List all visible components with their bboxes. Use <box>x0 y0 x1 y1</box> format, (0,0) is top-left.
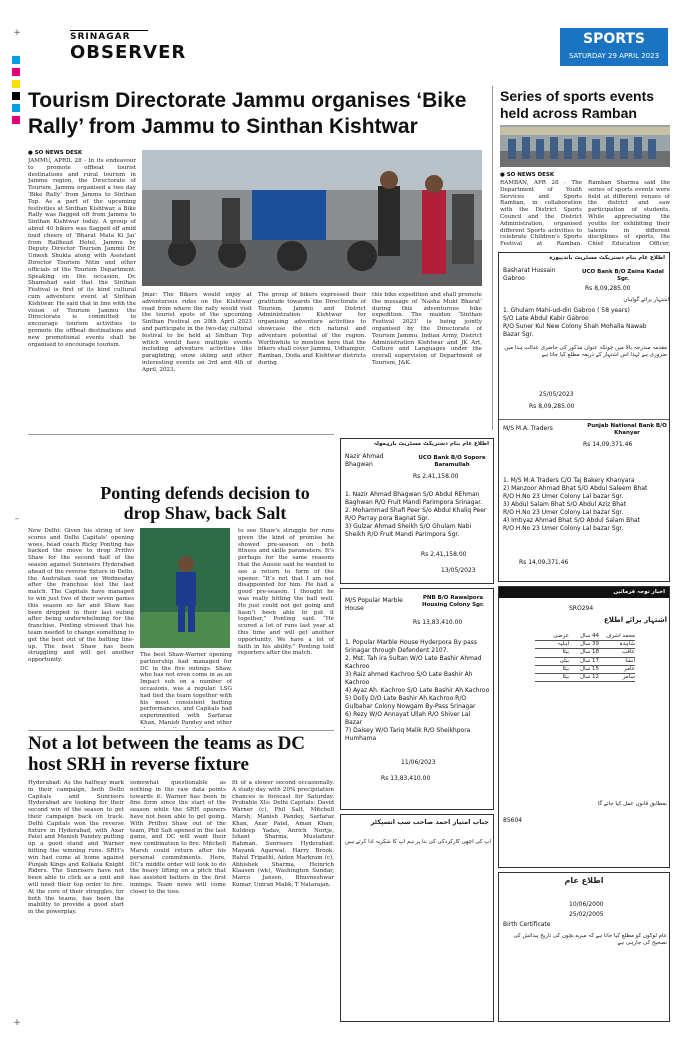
ad1-amount-2: Rs 8,09,285.00 <box>529 403 575 410</box>
byline-bullet-icon: ● <box>500 172 507 178</box>
story3-headline: Not a lot between the teams as DC host SRH in reverse fixture <box>28 733 306 775</box>
ad5-age: 12 سال <box>579 674 599 681</box>
ad1-bank: UCO Bank B/O Zaina Kadal Sgr. <box>582 269 664 282</box>
ad4-petitioner: M/S Popular Marble House <box>345 597 403 612</box>
story1-byline-text: SO NEWS DESK <box>34 150 83 156</box>
ad2-line: Sheikh R/O Fruit Mandi Parimpora Sgr. <box>345 531 460 538</box>
ad4-line: 7) Daisey W/O Tariq Malik R/O Sheikhpora <box>345 727 471 734</box>
ad1-line: R/O Suner Kul New Colony Shah Mohalla Nawab <box>503 323 647 330</box>
ad5-rel: بیٹا <box>562 665 569 672</box>
ad2-header: اطلاع عام بنام دستریکٹ مسٹریٹ بارہمولہ <box>373 441 489 447</box>
ad5-rel: بیٹی <box>559 657 569 664</box>
ad7-body: آپ کی اچھی کارکردگی کی بنا پر ہم آپ کا شکریہ ادا کرتے ہیں <box>345 839 491 845</box>
ad5-age: 44 سال <box>579 633 599 639</box>
ad5-name: انشا <box>625 657 635 664</box>
story-right-col2: Ramban Sharma said the series of sports events were held at different venues of the district and saw participation of students. While appreciating the youths for exhibiting their talents in different disciplines of sports, the Chief Education Officer, <box>588 180 670 248</box>
ad1-line: 1. Ghulam Mahi-ud-din Gabroo ( 58 years) <box>503 307 630 314</box>
ad5-row <box>535 641 635 649</box>
ad1-petitioner: Basharat Hussain Gabroo <box>503 267 556 282</box>
ad2-line: R/O Parray pora Bagnat Sgr. <box>345 515 430 522</box>
color-bar <box>12 56 20 128</box>
ad5-ref: SRO294 <box>569 605 594 612</box>
reg-mark-top: + <box>13 28 21 38</box>
ad3-line: R/O H.No 23 Umer Colony Lal bazar Sgr. <box>503 509 624 516</box>
section-tab <box>560 28 668 66</box>
ad3-line: R/O H.No 23 Umer Colony Lal bazar Sgr. <box>503 525 624 532</box>
ad6-date-2: 25/02/2005 <box>569 911 604 918</box>
ad3-line: 4) Imtiyaz Ahmad Bhat S/O Abdul Salam Bhat <box>503 517 641 524</box>
court-notice-ad-4 <box>340 588 494 810</box>
ad5-header-text: اخبار توجہ فرمائیں <box>613 589 665 595</box>
ad4-line: Bazar <box>345 719 363 726</box>
color-swatch-cyan <box>12 56 20 64</box>
story1-photo-caption: Jmar: The Bikers would enjoy at adventurous rides on the Kishtwar road from where the rally would visit the tourist spots of the upcoming Sinthan Festival on 29th April 2023 and participate in the two-day cultural festival to be held at Sinthan Top which would have multiple events including adventure activities like paragliding, snow skiing and other interesting events on 3rd and 4th of April, 2023. <box>142 292 252 373</box>
story-right-byline <box>500 171 554 179</box>
story1-col3: The group of bikers expressed their gratitude towards the Directorate of Tourism, Jammu and District Administration Kishtwar for organising adventure activities to showcase the rich natural and adventure potential of the region. Worthwhile to mention here that the bikers shall cover Jammu, Udhampur, Ramban, Doda and Kishtwar districts during <box>258 292 366 366</box>
ad4-line: Gulbahar Colony Nowgam By-Pass Srinagar <box>345 703 476 710</box>
ad4-amount-2: Rs 13,83,410.00 <box>381 775 431 782</box>
ad4-line: 6) Rezy W/O Annayat Ullah R/O Shiver Lal <box>345 711 471 718</box>
ad5-table <box>535 633 635 682</box>
story2-col1: New Delhi: Given his string of low scores and Delhi Capitals’ opening woes, head coach Ricky Ponting has backed the move to drop Prithvi Shaw for the second half of the season against Sunrisers Hyderabad ahead of the reverse fixture in Delhi, the Australian said on Wednesday after the franchise lost the last match. The Capitals have managed to win just two of their seven games this season so far and Shaw has been dropped in their last outing after being underwhelming for the franchise. Ponting stressed that his team needed to change something to get the best out of the batting line-up. The best Shaw has been struggling and will get another opportunity. <box>28 528 134 664</box>
ad4-line: 2. Mst. Tah ira Sultan W/O Late Bashir Ahmad <box>345 655 482 662</box>
ad5-row <box>535 674 635 682</box>
color-swatch-cyan-2 <box>12 104 20 112</box>
ad3-amount: Rs 14,09,371.46 <box>583 441 633 448</box>
ad4-defendants <box>345 639 493 743</box>
story-right-headline: Series of sports events held across Ramban <box>500 88 655 121</box>
ad5-age: 39 سال <box>579 641 599 648</box>
ad4-line: Kachroo <box>345 679 370 686</box>
section-rule-2 <box>28 730 334 731</box>
ad4-line: 3) Raiz ahmed Kachroo S/O Late Bashir Ah <box>345 671 473 678</box>
masthead-name: OBSERVER <box>70 42 187 63</box>
ad2-date: 13/05/2023 <box>441 567 476 574</box>
ad2-line: 1. Nazir Ahmad Bhagwan S/O Abdul REhman <box>345 491 480 498</box>
ad2-petitioner: Nazir Ahmad Bhagwan <box>345 453 384 468</box>
ad5-rel: بیٹا <box>562 674 569 681</box>
ad2-line: 2. Mohammad Shafi Peer S/o Abdul Khaliq Peer <box>345 507 487 514</box>
story1-col4: this bike expedition and shall promote the message of ‘Nasha Mukt Bharat’ during this adventurous bike expedition. The maiden ‘Sinthan Festival 2023’ is being jointly organised by the Directorate of Tourism Jammu, Indian Army, District Administration Kishtwar and JK Art, Culture and Languages under the overall supervision of Department of Tourism, J&K. <box>372 292 482 366</box>
reg-mark-mid: – <box>14 514 20 524</box>
ad7-header: جناب امتیاز احمد صاحب سب انسپکٹر <box>370 818 489 826</box>
ponting-photo <box>140 528 230 648</box>
byline-bullet-icon: ● <box>28 150 35 156</box>
masthead <box>28 28 668 62</box>
ad4-line: 4) Ayaz Ah. Kachroo S/O Late Bashir Ah Kachroo <box>345 687 490 694</box>
ad1-line: S/O Late Abdul Kabir Gabroo <box>503 315 589 322</box>
ad4-line: 1. Popular Marble House Hyderpora By pass <box>345 639 478 646</box>
story1-col1: JAMMU, APRIL 28 - In its endeavour to promote offbeat tourist destinations and rural tourism in Jammu region, the Directorate of Tourism, Jammu organised a two day ‘Bike Rally’ from Jammu to Sinthan Top. As a part of the upcoming festivities at Sinthan Kishtwar, a Bike Rally was flagged off from Jammu to Sinthan Kishtwar today. A group of about 40 bikers was flagged off amid loud cheers of ‘Bharat Mata Ki Jai’ from Railhead Hotel, Jammu by Deputy Director Tourism Jammu Dr. Umesh Shukla along with Assistant Director Tourism Nitin and other officials of the Tourism Department. Speaking on the occasion, Dr. Shamshad said that the Sinthan Festival is first of its kind cultural cum adventure event at Sinthan Kishtwar. He said that in line with the vision of Tourism Jammu the Directorate is committed to encourage tourism activities to promote the offbeat destinations and new promotional events shall be organised to encourage tourism. <box>28 158 136 348</box>
ad5-age: 18 سال <box>579 649 599 656</box>
registration-marks-mid <box>12 512 22 526</box>
ad5-age: 17 سال <box>579 657 599 664</box>
ad3-bank: Punjab National Bank B/O Khanyar <box>587 423 667 436</box>
color-swatch-yellow <box>12 80 20 88</box>
story-right-byline-text: SO NEWS DESK <box>506 172 555 178</box>
felicitation-ad <box>340 814 494 1022</box>
public-notice-ad-6 <box>498 872 670 1022</box>
ad4-line: Srinagar through Defendent 2107. <box>345 647 449 654</box>
ad2-amount-2: Rs 2,41,158.00 <box>421 551 467 558</box>
ad5-rel: اہلیہ <box>557 641 569 648</box>
ad3-line: 3) Abdul Salam Bhat S/O Abdul Aziz Bhat <box>503 501 627 508</box>
ad2-defendants <box>345 491 493 539</box>
ad5-name: سامر <box>622 674 635 681</box>
ad3-amount-2: Rs 14,09,371.46 <box>519 559 569 566</box>
ad5-name: محمد اشرف <box>605 633 635 639</box>
ad5-rel: عرضی <box>553 633 569 639</box>
story-right-col1: RAMBAN, APR 28 - The Department of Youth Services and Sports Ramban, in collaboration with the District Sports Council and the District Administration, organised different Sports activities to celebrate Children’s Sports Festival at Ramban. <box>500 180 582 248</box>
registration-marks <box>12 26 22 40</box>
story1-byline <box>28 149 82 157</box>
ad5-row <box>535 633 635 641</box>
ad5-row <box>535 666 635 674</box>
ad5-header <box>499 587 669 598</box>
color-swatch-magenta <box>12 68 20 76</box>
court-notice-ad-2 <box>340 438 494 584</box>
ramban-sports-photo <box>500 125 670 167</box>
reg-mark-bottom: + <box>13 1018 21 1028</box>
ad3-line: 1. M/S M.A Traders C/O Taj Bakery Khanyara <box>503 477 635 484</box>
ramban-sports-photo-art <box>500 125 670 167</box>
ad4-amount: Rs 13,83,410.00 <box>413 619 463 626</box>
ad6-cert: Birth Certificate <box>503 921 551 928</box>
ad6-date-1: 10/06/2000 <box>569 901 604 908</box>
ad1-notice-title: اشتہار برائے گواہان <box>623 297 669 303</box>
ad5-age: 15 سال <box>579 665 599 672</box>
ad5-rel: بیٹا <box>562 649 569 656</box>
public-notice-ad-5 <box>498 586 670 868</box>
story2-col2: The best Shaw-Warner opening partnership had managed for DC in the five outings. Shaw, who has not even come in as an Impact sub on a number of occasions, was a regular. LSG had tied the team together with his most consistent batting performances, and Capitals had experimented with Sarfaraz Khan, Manish Pandey and other <box>140 652 232 726</box>
issue-date: SATURDAY 29 APRIL 2023 <box>568 52 660 60</box>
court-notice-ad-1 <box>498 252 670 582</box>
color-swatch-black <box>12 92 20 100</box>
story2-headline: Ponting defends decision to drop Shaw, back Salt <box>100 483 310 523</box>
ad6-title: اطلاع عام <box>564 876 604 885</box>
ad5-row <box>535 649 635 657</box>
ad2-bank: UCO Bank B/O Sopore Baramullah <box>418 455 486 468</box>
ad5-row <box>535 658 635 666</box>
ad1-defendants <box>503 307 669 339</box>
ad2-amount: Rs 2,41,158.00 <box>413 473 459 480</box>
ad4-line: Kachroo <box>345 663 370 670</box>
ad1-date: 25/05/2023 <box>539 391 574 398</box>
ad3-petitioner: M/S M.A. Traders <box>503 425 553 432</box>
section-label: SPORTS <box>582 31 646 47</box>
masthead-rule <box>70 30 148 31</box>
section-rule <box>28 434 334 435</box>
ad4-line: 5) Dolly D/O Late Bashir Ah Kachroo R/O <box>345 695 467 702</box>
ad3-line: R/O H.No 23 Umer Colony Lal bazar Sgr. <box>503 493 624 500</box>
story3-col3: fit of a slower second occasionally. A study day with 20% precipitation chances is forecast for Saturday. Probable XIs: Delhi Capitals: David Warner (c), Phil Salt, Mitchell Marsh, Manish Pandey, Sarfaraz Khan, Axar Patel, Aman Khan, Kuldeep Yadav, Anrich Nortje, Ishant Sharma, Mustafizur Rahman. Sunrisers Hyderabad: Mayank Agarwal, Harry Brook, Rahul Tripathi, Aiden Markram (c), Abhishek Sharma, Heinrich Klaasen (wk), Washington Sundar, Marco Jansen, Bhuvneshwar Kumar, Umran Malik, T Natarajan. <box>232 780 334 888</box>
ad1-line: Bazar Sgr. <box>503 331 534 338</box>
ad5-name: شاہدہ <box>619 641 635 648</box>
ad5-footer: بمطابق قانون عمل کیا جائے گا <box>597 801 667 807</box>
ad3-line: 2) Manzoor Ahmad Bhat S/O Abdul Saleem Bhat <box>503 485 648 492</box>
ad3-defendants <box>503 477 669 533</box>
ad5-title: اشتہار برائے اطلاع <box>604 616 667 624</box>
story3-col2: somewhat questionable as nothing in the raw data points towards it. Warner has been in fine form since the start of the season while the SRH openers have not been able to get going. With Prithvi Shaw out of the team, Phil Salt opened in the last game, and DC will want their new combination to fire. Mitchell Marsh could return after his personal commitments. Here, DC’s middle order will look to do the heavy lifting on a pitch that has assisted batters in the first innings. Team news will come closer to the toss. <box>130 780 226 895</box>
ad6-body: عام لوگوں کو مطلع کیا جاتا ہے کہ میرے بچوں کی تاریخ پیدائش کی تصحیح کی جارہی ہے <box>513 933 667 947</box>
column-rule-right <box>492 86 493 430</box>
ad5-name: عامر <box>624 665 635 672</box>
ad4-line: Humhama <box>345 735 377 742</box>
ad2-line: 3) Gulzar Ahmad Sheikh S/O Ghulam Nabi <box>345 523 472 530</box>
registration-marks-bottom <box>12 1016 22 1030</box>
ad5-name: عاقب <box>622 649 635 656</box>
ponting-photo-art <box>140 528 230 648</box>
ad1-header: اطلاع عام بنام دستریکٹ مسٹریٹ باندیپورہ <box>549 255 665 261</box>
story2-col3: to see Shaw’s struggle for runs given the kind of promise he showed pre-season on both fitness and skills parameters. It’s perhaps for the same reasons that the Aussie said he wanted to see a return to form of the opener. “It’s not that I am not disappointed for him. He had a good pre-season. I thought he was really hitting the ball well. He just could not get going and hasn’t been able to put it together,” Ponting said. “He scored a lot of runs last year at this time and will get another opportunity. We have a lot of faith in his ability.” Ponting told reporters after the match. <box>238 528 334 657</box>
story1-headline: Tourism Directorate Jammu organises ‘Bike Rally’ from Jammu to Sinthan Kishtwar <box>28 89 467 138</box>
bike-rally-photo-art <box>142 150 482 286</box>
ad1-urdu-body: مقدمہ مندرجہ بالا میں چونکہ عنوان مذکور کی حاضری عدالت ہذا میں ضروری ہے لہذا اس اشتہار کے ذریعہ مطلع کیا جاتا ہے <box>504 345 667 359</box>
color-swatch-magenta-2 <box>12 116 20 124</box>
ad-inner-divider <box>499 419 670 420</box>
ad4-bank: PNB B/O Rawalpora Housing Colony Sgr. <box>421 595 485 608</box>
ad2-line: Baghwan R/O Fruit Mandi Parimpora Srinagar. <box>345 499 483 506</box>
bike-rally-photo <box>142 150 482 286</box>
ad1-amount: Rs 8,09,285.00 <box>585 285 631 292</box>
ad5-number: 85604 <box>503 817 523 824</box>
masthead-city: SRINAGAR <box>70 32 131 42</box>
story3-col1: Hyderabad: As the halfway mark in their campaign, both Delhi Capitals and Sunrisers Hyderabad are looking for their second win of the season to get their campaign back on track. Delhi Capitals won the reverse fixture in Hyderabad, with Axar Patel and Manish Pandey putting up a good stand and Warner hitting the winning runs. SRH’s win had come at home against Punjab Kings and Kolkata Knight Riders. The Sunrisers have not been able to click as a unit and will need their top order to fire. At the core of their struggles, for both the teams, has been the inability to provide a good start in the powerplay. <box>28 780 124 916</box>
ad4-date: 11/06/2023 <box>401 759 436 766</box>
